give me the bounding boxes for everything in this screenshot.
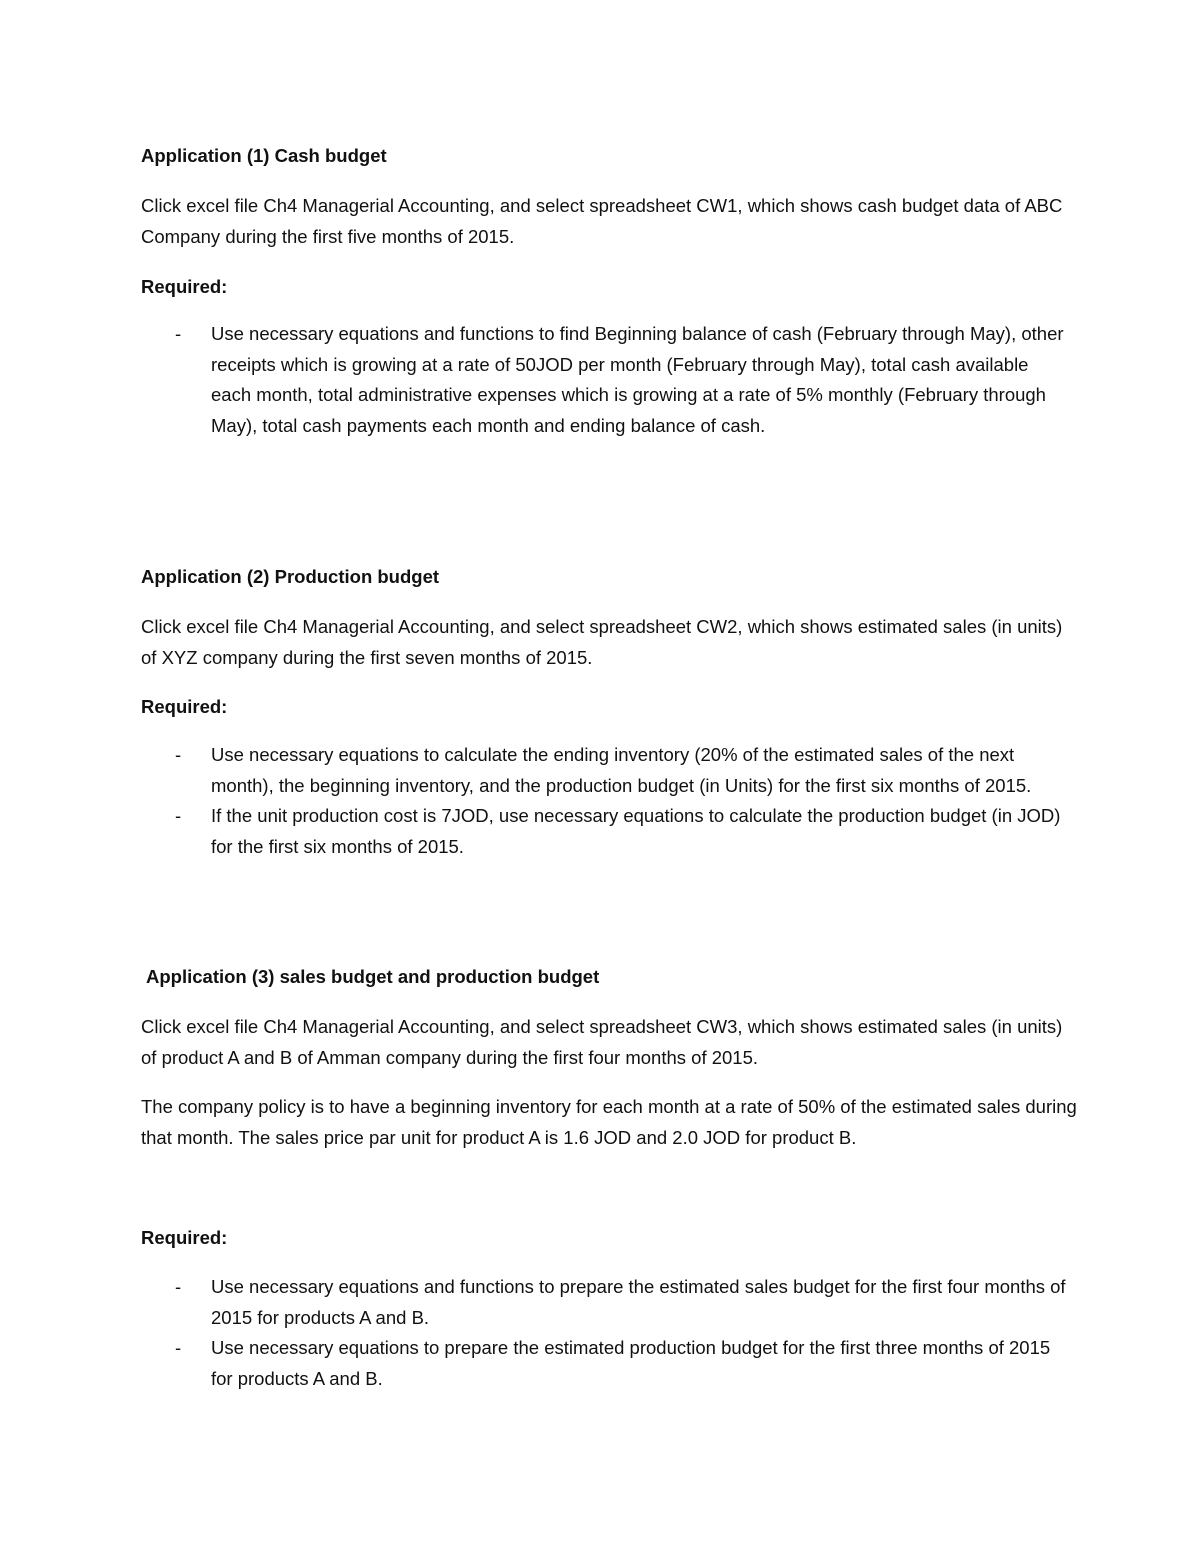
bullet-text: Use necessary equations and functions to prepare the estimated sales budget for the first four months of 2015 for products A and B.: [211, 1276, 1066, 1328]
list-item: [0, 740, 1071, 801]
section-3-bullet-list: [0, 1272, 1200, 1394]
section-3-intro: Click excel file Ch4 Managerial Accounting, and select spreadsheet CW3, which shows estimated sales (in units) of product A and B of Amman company during the first four months of 2015.: [141, 1016, 1063, 1068]
bullet-marker: -: [175, 1276, 182, 1297]
list-item: [0, 319, 1071, 441]
section-3-policy: The company policy is to have a beginning inventory for each month at a rate of 50% of the estimated sales during that month. The sales price par unit for product A is 1.6 JOD and 2.0 JOD for product B.: [141, 1096, 1077, 1148]
section-1-intro: Click excel file Ch4 Managerial Accounting, and select spreadsheet CW1, which shows cash budget data of ABC Company during the first five months of 2015.: [141, 195, 1063, 247]
list-item: [0, 801, 1071, 862]
section-2-bullet-list: [0, 740, 1200, 862]
section-2-intro: Click excel file Ch4 Managerial Accounting, and select spreadsheet CW2, which shows estimated sales (in units) of XYZ company during the first seven months of 2015.: [141, 616, 1063, 668]
list-item: [0, 1333, 1071, 1394]
bullet-marker: -: [175, 744, 182, 765]
bullet-marker: -: [175, 805, 182, 826]
section-1-required-label: Required:: [141, 276, 228, 297]
bullet-text: If the unit production cost is 7JOD, use necessary equations to calculate the production budget (in JOD) for the first six months of 2015.: [211, 805, 1061, 857]
bullet-marker: -: [175, 1337, 182, 1358]
section-1-bullet-list: [0, 319, 1200, 441]
bullet-text: Use necessary equations to prepare the estimated production budget for the first three months of 2015 for products A and B.: [211, 1337, 1051, 1389]
list-item: [0, 1272, 1071, 1333]
section-1-heading: Application (1) Cash budget: [141, 145, 387, 166]
section-2-required-label: Required:: [141, 696, 228, 717]
section-3-required-label: Required:: [141, 1227, 228, 1248]
section-3-heading: Application (3) sales budget and production budget: [146, 966, 600, 987]
section-2-heading: Application (2) Production budget: [141, 566, 440, 587]
bullet-marker: -: [175, 323, 182, 344]
bullet-text: Use necessary equations and functions to find Beginning balance of cash (February through May), other receipts which is growing at a rate of 50JOD per month (February through May), total cash available each month, total administrative expenses which is growing at a rate of 5% monthly (February through May), total cash payments each month and ending balance of cash.: [211, 323, 1064, 436]
bullet-text: Use necessary equations to calculate the ending inventory (20% of the estimated sales of the next month), the beginning inventory, and the production budget (in Units) for the first six months of 2015.: [211, 744, 1032, 796]
